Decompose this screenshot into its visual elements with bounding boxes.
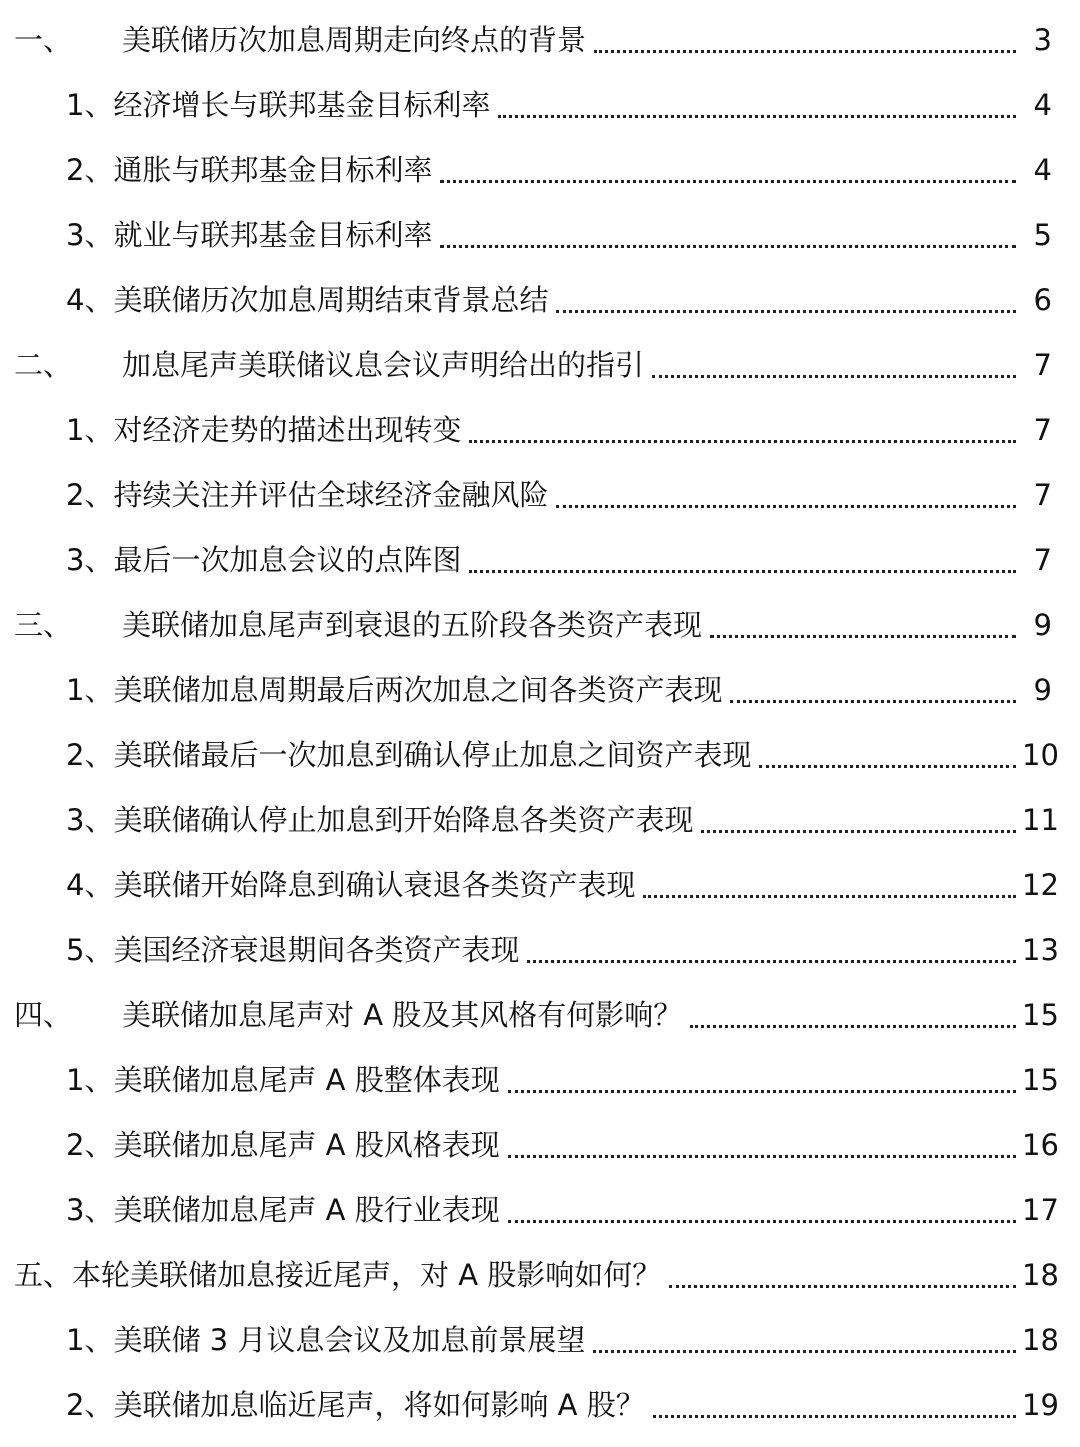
toc-section-entry[interactable] [0, 658, 1080, 723]
toc-entry-number: 5、 [66, 933, 114, 967]
toc-page-number: 10 [1022, 738, 1059, 772]
toc-entry-title: 通胀与联邦基金目标利率 [113, 153, 433, 187]
toc-entry-title: 美联储加息尾声 A 股行业表现 [113, 1193, 500, 1227]
toc-page-number: 12 [1022, 868, 1059, 902]
toc-section-entry[interactable] [0, 398, 1080, 463]
toc-entry-title: 美联储加息尾声对 A 股及其风格有何影响？ [122, 998, 683, 1032]
toc-section-entry[interactable] [0, 463, 1080, 528]
dot-leader [556, 476, 1016, 508]
toc-entry-number: 3、 [66, 218, 114, 252]
toc-entry-number: 1、 [66, 1063, 114, 1097]
dot-leader [643, 866, 1016, 898]
toc-page-number: 19 [1022, 1388, 1059, 1422]
dot-leader [508, 1191, 1016, 1223]
dot-leader [527, 931, 1016, 963]
toc-entry-number: 4、 [66, 868, 114, 902]
toc-page-number: 15 [1022, 998, 1059, 1032]
toc-entry-number: 2、 [66, 478, 114, 512]
toc-section-entry[interactable] [0, 918, 1080, 983]
toc-page-number: 9 [1033, 608, 1052, 642]
toc-chapter-entry[interactable] [0, 983, 1080, 1048]
toc-entry-number: 2、 [66, 738, 114, 772]
toc-page-number: 4 [1033, 88, 1052, 122]
toc-page-number: 11 [1022, 803, 1059, 837]
toc-entry-title: 美联储加息尾声 A 股整体表现 [113, 1063, 500, 1097]
toc-section-entry[interactable] [0, 268, 1080, 333]
table-of-contents [0, 8, 1080, 1438]
toc-page-number: 7 [1033, 348, 1052, 382]
toc-entry-number: 一、 [14, 23, 73, 57]
dot-leader [469, 411, 1016, 443]
toc-entry-title: 美联储确认停止加息到开始降息各类资产表现 [113, 803, 694, 837]
toc-chapter-entry[interactable] [0, 593, 1080, 658]
toc-entry-title: 最后一次加息会议的点阵图 [113, 543, 462, 577]
toc-entry-number: 1、 [66, 1323, 114, 1357]
toc-entry-number: 3、 [66, 543, 114, 577]
toc-page-number: 4 [1033, 153, 1052, 187]
toc-entry-number: 四、 [14, 998, 73, 1032]
toc-page-number: 3 [1033, 23, 1052, 57]
toc-entry-title: 加息尾声美联储议息会议声明给出的指引 [122, 348, 645, 382]
toc-entry-title: 美联储开始降息到确认衰退各类资产表现 [113, 868, 636, 902]
toc-page-number: 17 [1022, 1193, 1059, 1227]
toc-entry-number: 3、 [66, 803, 114, 837]
toc-entry-number: 3、 [66, 1193, 114, 1227]
toc-entry-number: 1、 [66, 413, 114, 447]
dot-leader [652, 346, 1016, 378]
toc-page-number: 9 [1033, 673, 1052, 707]
toc-entry-title: 持续关注并评估全球经济金融风险 [113, 478, 549, 512]
toc-section-entry[interactable] [0, 723, 1080, 788]
toc-entry-number: 五、 [14, 1258, 73, 1292]
toc-page-number: 5 [1033, 218, 1052, 252]
toc-page-number: 18 [1022, 1258, 1059, 1292]
toc-entry-title: 本轮美联储加息接近尾声，对 A 股影响如何？ [72, 1258, 662, 1292]
dot-leader [469, 541, 1016, 573]
toc-entry-title: 美联储历次加息周期结束背景总结 [113, 283, 549, 317]
dot-leader [440, 151, 1016, 183]
toc-page-number: 13 [1022, 933, 1059, 967]
dot-leader [669, 1256, 1016, 1288]
dot-leader [653, 1386, 1016, 1418]
toc-page-number: 6 [1033, 283, 1052, 317]
toc-entry-title: 就业与联邦基金目标利率 [113, 218, 433, 252]
toc-section-entry[interactable] [0, 1308, 1080, 1373]
toc-section-entry[interactable] [0, 1048, 1080, 1113]
toc-entry-number: 4、 [66, 283, 114, 317]
toc-page-number: 18 [1022, 1323, 1059, 1357]
toc-entry-title: 美联储最后一次加息到确认停止加息之间资产表现 [113, 738, 752, 772]
toc-entry-title: 美联储 3 月议息会议及加息前景展望 [113, 1323, 586, 1357]
toc-chapter-entry[interactable] [0, 333, 1080, 398]
toc-entry-title: 美联储加息周期最后两次加息之间各类资产表现 [113, 673, 723, 707]
toc-page-number: 7 [1033, 543, 1052, 577]
toc-entry-number: 二、 [14, 348, 73, 382]
toc-chapter-entry[interactable] [0, 1243, 1080, 1308]
toc-entry-title: 经济增长与联邦基金目标利率 [113, 88, 491, 122]
toc-section-entry[interactable] [0, 138, 1080, 203]
toc-entry-title: 美联储加息尾声 A 股风格表现 [113, 1128, 500, 1162]
toc-entry-number: 三、 [14, 608, 73, 642]
dot-leader [690, 996, 1016, 1028]
toc-section-entry[interactable] [0, 73, 1080, 138]
dot-leader [701, 801, 1016, 833]
dot-leader [498, 86, 1016, 118]
toc-page-number: 7 [1033, 478, 1052, 512]
toc-section-entry[interactable] [0, 788, 1080, 853]
toc-entry-title: 美联储加息临近尾声，将如何影响 A 股？ [113, 1388, 645, 1422]
dot-leader [710, 606, 1016, 638]
toc-entry-title: 美联储加息尾声到衰退的五阶段各类资产表现 [122, 608, 703, 642]
dot-leader [593, 1321, 1016, 1353]
toc-page-number: 7 [1033, 413, 1052, 447]
toc-entry-title: 美国经济衰退期间各类资产表现 [113, 933, 520, 967]
toc-page-number: 15 [1022, 1063, 1059, 1097]
toc-section-entry[interactable] [0, 853, 1080, 918]
dot-leader [594, 21, 1016, 53]
dot-leader [730, 671, 1016, 703]
toc-entry-number: 1、 [66, 673, 114, 707]
toc-entry-number: 2、 [66, 1128, 114, 1162]
toc-section-entry[interactable] [0, 528, 1080, 593]
toc-section-entry[interactable] [0, 1113, 1080, 1178]
toc-section-entry[interactable] [0, 1373, 1080, 1438]
toc-chapter-entry[interactable] [0, 8, 1080, 73]
toc-entry-title: 对经济走势的描述出现转变 [113, 413, 462, 447]
dot-leader [508, 1061, 1016, 1093]
dot-leader [440, 216, 1016, 248]
toc-section-entry[interactable] [0, 1178, 1080, 1243]
toc-entry-number: 1、 [66, 88, 114, 122]
toc-entry-number: 2、 [66, 153, 114, 187]
toc-section-entry[interactable] [0, 203, 1080, 268]
dot-leader [508, 1126, 1016, 1158]
toc-entry-number: 2、 [66, 1388, 114, 1422]
toc-page-number: 16 [1022, 1128, 1059, 1162]
dot-leader [556, 281, 1016, 313]
toc-entry-title: 美联储历次加息周期走向终点的背景 [122, 23, 587, 57]
dot-leader [759, 736, 1016, 768]
